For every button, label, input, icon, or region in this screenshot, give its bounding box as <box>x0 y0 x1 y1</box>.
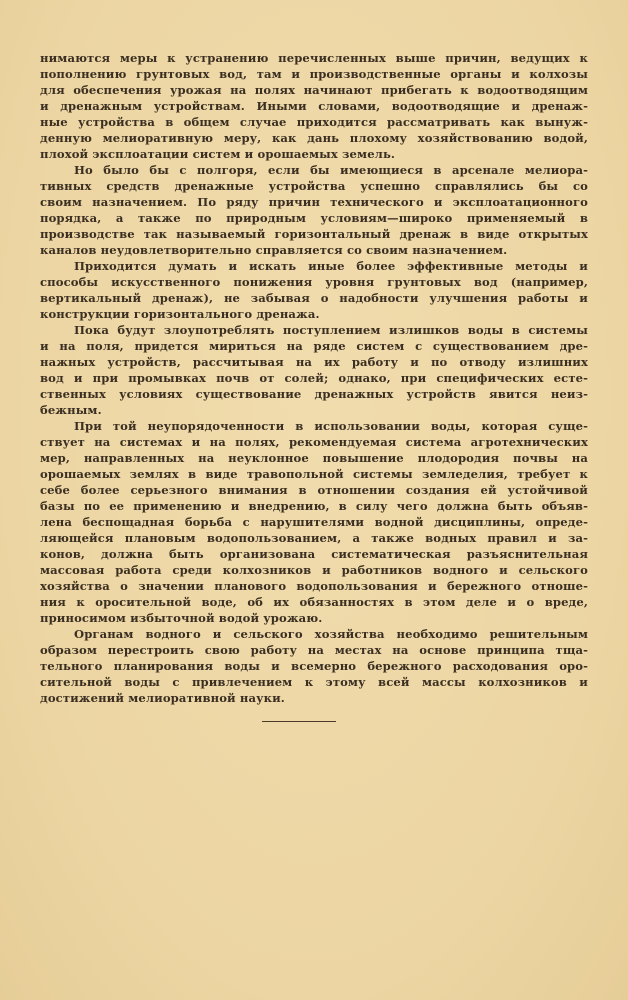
paragraph <box>40 626 588 706</box>
paragraph <box>40 258 588 322</box>
text-line: нажных устройств, рассчитывая на их работу и по отводу излишних <box>40 355 588 369</box>
text-line: конов, должна быть организована систематическая разъяснительная <box>40 547 588 561</box>
paragraph <box>40 418 588 626</box>
text-line: базы по ее применению и внедрению, в силу чего должна быть объяв- <box>40 499 588 513</box>
text-line: и дренажным устройствам. Иными словами, водоотводящие и дренаж- <box>40 99 588 113</box>
text-line: хозяйства о значении планового водопользования и бережного отноше- <box>40 579 588 593</box>
text-line: ствует на системах и на полях, рекомендуемая система агротехнических <box>40 435 588 449</box>
text-line: ния к оросительной воде, об их обязанностях в этом деле и о вреде, <box>40 595 588 609</box>
text-line: для обеспечения урожая на полях начинают прибегать к водоотводящим <box>40 83 588 97</box>
text-line: массовая работа среди колхозников и работников водного и сельского <box>40 563 588 577</box>
text-line: денную мелиоративную меру, как дань плохому хозяйствованию водой, <box>40 131 588 145</box>
text-line: Приходится думать и искать иные более эффективные методы и <box>74 259 588 273</box>
text-line: бежным. <box>40 403 102 417</box>
text-line: способы искусственного понижения уровня грунтовых вод (например, <box>40 275 588 289</box>
text-line: ные устройства в общем случае приходится рассматривать как вынуж- <box>40 115 588 129</box>
paragraph <box>40 50 588 162</box>
page-text <box>40 50 588 706</box>
text-line: ственных условиях существование дренажных устройств явится неиз- <box>40 387 588 401</box>
text-line: вертикальный дренаж), не забывая о надобности улучшения работы и <box>40 291 588 305</box>
text-line: тельного планирования воды и всемерно бережного расходования оро- <box>40 659 588 673</box>
text-line: вод и при промывках почв от солей; однако, при специфических есте- <box>40 371 588 385</box>
paragraph <box>40 162 588 258</box>
text-line: тивных средств дренажные устройства успешно справлялись бы со <box>40 179 588 193</box>
text-line: мер, направленных на неуклонное повышение плодородия почвы на <box>40 451 588 465</box>
text-line: приносимом избыточной водой урожаю. <box>40 611 323 625</box>
text-line: достижений мелиоративной науки. <box>40 691 285 705</box>
paragraph <box>40 322 588 418</box>
text-line: сительной воды с привлечением к этому всей массы колхозников и <box>40 675 588 689</box>
text-line: производстве так называемый горизонтальный дренаж в виде открытых <box>40 227 588 241</box>
text-line: и на поля, придется мириться на ряде систем с существованием дре- <box>40 339 588 353</box>
text-line: Пока будут злоупотреблять поступлением излишков воды в системы <box>74 323 588 337</box>
text-line: каналов неудовлетворительно справляется со своим назначением. <box>40 243 508 257</box>
text-line: лена беспощадная борьба с нарушителями водной дисциплины, опреде- <box>40 515 588 529</box>
text-line: пополнению грунтовых вод, там и производственные органы и колхозы <box>40 67 588 81</box>
text-line: плохой эксплоатации систем и орошаемых земель. <box>40 147 396 161</box>
text-line: орошаемых землях в виде травопольной системы земледелия, требует к <box>40 467 588 481</box>
text-line: образом перестроить свою работу на местах на основе принципа тща- <box>40 643 588 657</box>
text-line: своим назначением. По ряду причин технического и эксплоатационного <box>40 195 588 209</box>
text-line: При той неупорядоченности в использовании воды, которая суще- <box>74 419 588 433</box>
section-end-rule <box>262 721 336 722</box>
text-line: конструкции горизонтального дренажа. <box>40 307 320 321</box>
text-line: ляющейся плановым водопользованием, а также водных правил и за- <box>40 531 588 545</box>
text-line: порядка, а также по природным условиям—широко применяемый в <box>40 211 588 225</box>
text-line: себе более серьезного внимания в отношении создания ей устойчивой <box>40 483 588 497</box>
text-line: Но было бы с полгоря, если бы имеющиеся в арсенале мелиора- <box>74 163 588 177</box>
text-line: нимаются меры к устранению перечисленных выше причин, ведущих к <box>40 51 588 65</box>
text-line: Органам водного и сельского хозяйства необходимо решительным <box>74 627 588 641</box>
